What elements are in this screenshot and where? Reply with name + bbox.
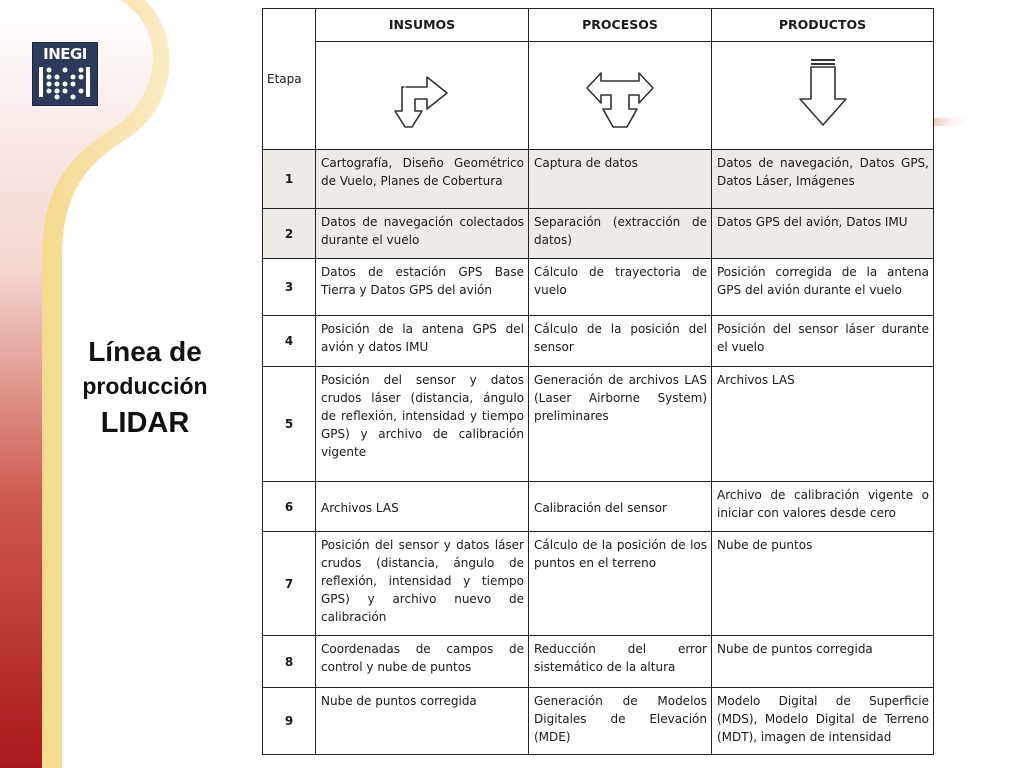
etapa-number: 6 xyxy=(263,482,316,532)
column-header-insumos: INSUMOS xyxy=(316,9,529,42)
procesos-cell: Cálculo de trayectoria de vuelo xyxy=(529,259,712,316)
procesos-cell: Cálculo de la posición del sensor xyxy=(529,316,712,367)
table-row xyxy=(263,209,934,259)
split-arrow-icon xyxy=(585,57,655,129)
table-row xyxy=(263,150,934,209)
table-row xyxy=(263,259,934,316)
procesos-cell: Reducción del error sistemático de la altura xyxy=(529,636,712,688)
etapa-number: 2 xyxy=(263,209,316,259)
table-row xyxy=(263,316,934,367)
etapa-number: 7 xyxy=(263,532,316,636)
procesos-cell: Generación de Modelos Digitales de Elevación (MDE) xyxy=(529,688,712,755)
productos-cell: Modelo Digital de Superficie (MDS), Modelo Digital de Terreno (MDT), imagen de intensidad xyxy=(712,688,934,755)
production-line-table xyxy=(262,8,934,755)
table-row xyxy=(263,636,934,688)
etapa-number: 4 xyxy=(263,316,316,367)
etapa-number: 9 xyxy=(263,688,316,755)
procesos-cell: Calibración del sensor xyxy=(529,482,712,532)
procesos-cell: Separación (extracción de datos) xyxy=(529,209,712,259)
etapa-header: Etapa xyxy=(263,9,316,150)
etapa-number: 8 xyxy=(263,636,316,688)
table-row xyxy=(263,532,934,636)
productos-cell: Posición del sensor láser durante el vuelo xyxy=(712,316,934,367)
procesos-cell: Generación de archivos LAS (Laser Airborne System) preliminares xyxy=(529,367,712,482)
insumos-cell: Posición del sensor y datos láser crudos (distancia, ángulo de reflexión, intensidad y tiempo GPS) y archivo nuevo de calibración xyxy=(316,532,529,636)
insumos-icon-cell xyxy=(316,42,529,150)
productos-cell: Archivo de calibración vigente o iniciar con valores desde cero xyxy=(712,482,934,532)
productos-cell: Archivos LAS xyxy=(712,367,934,482)
procesos-icon-cell xyxy=(529,42,712,150)
production-line-table-container xyxy=(262,8,933,755)
etapa-number: 5 xyxy=(263,367,316,482)
etapa-number: 3 xyxy=(263,259,316,316)
insumos-cell: Cartografía, Diseño Geométrico de Vuelo, Planes de Cobertura xyxy=(316,150,529,209)
procesos-cell: Cálculo de la posición de los puntos en el terreno xyxy=(529,532,712,636)
insumos-cell: Datos de estación GPS Base Tierra y Datos GPS del avión xyxy=(316,259,529,316)
inegi-logo xyxy=(32,42,98,106)
column-header-procesos: PROCESOS xyxy=(529,9,712,42)
insumos-cell: Datos de navegación colectados durante el vuelo xyxy=(316,209,529,259)
productos-icon-cell xyxy=(712,42,934,150)
table-row xyxy=(263,482,934,532)
etapa-number: 1 xyxy=(263,150,316,209)
table-row xyxy=(263,367,934,482)
insumos-cell: Coordenadas de campos de control y nube de puntos xyxy=(316,636,529,688)
turn-arrow-icon xyxy=(387,57,457,129)
title-line-1: Línea de xyxy=(88,336,202,367)
insumos-cell: Posición del sensor y datos crudos láser (distancia, ángulo de reflexión, intensidad y tiempo GPS) y archivo de calibración vigente xyxy=(316,367,529,482)
productos-cell: Nube de puntos xyxy=(712,532,934,636)
title-line-2: producción xyxy=(82,373,208,399)
productos-cell: Nube de puntos corregida xyxy=(712,636,934,688)
productos-cell: Datos de navegación, Datos GPS, Datos Láser, Imágenes xyxy=(712,150,934,209)
column-header-productos: PRODUCTOS xyxy=(712,9,934,42)
table-row xyxy=(263,688,934,755)
procesos-cell: Captura de datos xyxy=(529,150,712,209)
logo-text: INEGI xyxy=(43,45,87,63)
slide-title xyxy=(70,335,220,443)
productos-cell: Datos GPS del avión, Datos IMU xyxy=(712,209,934,259)
down-arrow-icon xyxy=(788,57,858,129)
title-line-3: LIDAR xyxy=(100,407,190,439)
productos-cell: Posición corregida de la antena GPS del avión durante el vuelo xyxy=(712,259,934,316)
insumos-cell: Archivos LAS xyxy=(316,482,529,532)
logo-dots-icon xyxy=(37,65,93,101)
insumos-cell: Posición de la antena GPS del avión y datos IMU xyxy=(316,316,529,367)
insumos-cell: Nube de puntos corregida xyxy=(316,688,529,755)
